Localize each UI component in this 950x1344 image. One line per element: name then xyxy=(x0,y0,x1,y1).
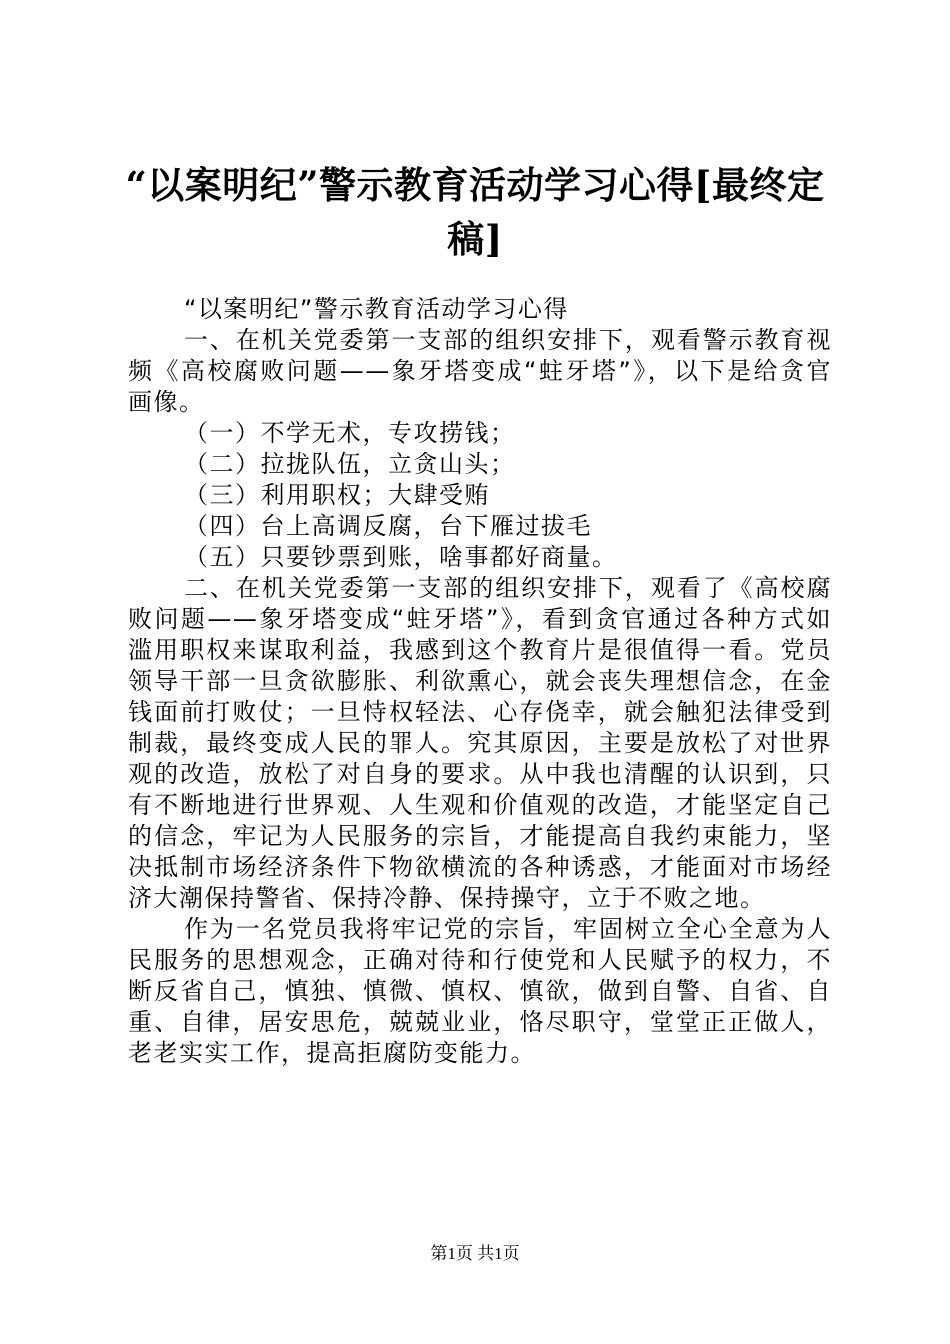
paragraph-2: 二、在机关党委第一支部的组织安排下，观看了《高校腐败问题——象牙塔变成“蛀牙塔”》，看到贪官通过各种方式如滥用职权来谋取利益，我感到这个教育片是很值得一看。党员领导干部一旦贪欲膨胀、利欲熏心，就会丧失理想信念，在金钱面前打败仗；一旦恃权轻法、心存侥幸，就会触犯法律受到制裁，最终变成人民的罪人。究其原因，主要是放松了对世界观的改造，放松了对自身的要求。从中我也清醒的认识到，只有不断地进行世界观、人生观和价值观的改造，才能坚定自己的信念，牢记为人民服务的宗旨，才能提高自我约束能力，坚决抵制市场经济条件下物欲横流的各种诱惑，才能面对市场经济大潮保持警省、保持冷静、保持操守，立于不败之地。 xyxy=(128,574,832,912)
document-body xyxy=(128,294,832,1069)
document-title: “以案明纪”警示教育活动学习心得[最终定稿] xyxy=(125,163,825,261)
list-item-4: （四）台上高调反腐，台下雁过拔毛 xyxy=(184,512,592,540)
list-item-2: （二）拉拢队伍，立贪山头； xyxy=(184,450,516,478)
list-item-5: （五）只要钞票到账，啥事都好商量。 xyxy=(184,543,618,571)
list-item-3: （三）利用职权；大肆受贿 xyxy=(184,481,490,509)
list-item-1: （一）不学无术，专攻捞钱； xyxy=(184,419,516,447)
document-subtitle: “以案明纪”警示教育活动学习心得 xyxy=(184,295,569,323)
paragraph-1: 一、在机关党委第一支部的组织安排下，观看警示教育视频《高校腐败问题——象牙塔变成“蛀牙塔”》，以下是给贪官画像。 xyxy=(128,326,832,416)
paragraph-3: 作为一名党员我将牢记党的宗旨，牢固树立全心全意为人民服务的思想观念，正确对待和行使党和人民赋予的权力，不断反省自己，慎独、慎微、慎权、慎欲，做到自警、自省、自重、自律，居安思危，兢兢业业，恪尽职守，堂堂正正做人，老老实实工作，提高拒腐防变能力。 xyxy=(128,915,832,1067)
page-footer: 第1页 共1页 xyxy=(430,1244,520,1263)
